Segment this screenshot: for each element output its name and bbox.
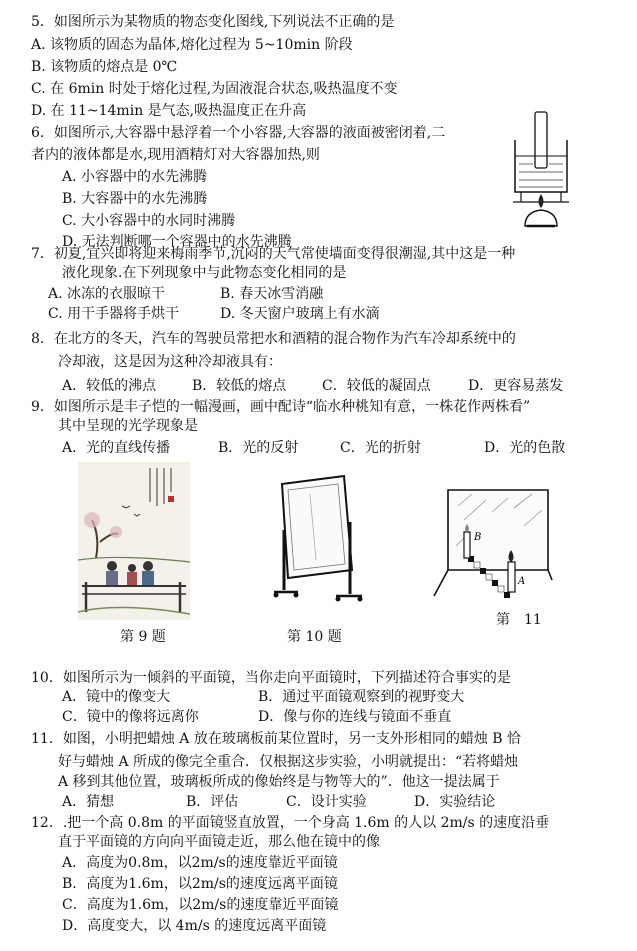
q6-option-a: A. 小容器中的水先沸腾 (62, 169, 208, 185)
q8-stem-line2: 冷却液，这是因为这种冷却液具有： (58, 354, 282, 370)
beaker-heating-figure (505, 108, 573, 228)
candle-b-label: B (474, 532, 482, 543)
q11-stem-line3: A 移到其他位置，玻璃板所成的像始终是与物等大的”．他这一提法属于 (58, 774, 500, 790)
q7-stem-line2: 液化现象.在下列现象中与此物态变化相同的是 (62, 265, 347, 281)
q9-option-d: D．光的色散 (484, 440, 566, 456)
q12-option-c: C．高度为1.6m，以2m/s的速度靠近平面镜 (62, 897, 339, 913)
q5-stem: 5．如图所示为某物质的物态变化图线,下列说法不正确的是 (31, 14, 395, 30)
figure-11-caption: 第 11 (496, 612, 542, 628)
q6-option-d: D. 无法判断哪一个容器中的水先沸腾 (62, 234, 292, 250)
q12-stem-line2: 直于平面镜的方向向平面镜走近，那么他在镜中的像 (58, 834, 380, 850)
q8-option-c: C．较低的凝固点 (322, 378, 431, 394)
q11-stem-line2: 好与蜡烛 A 所成的像完全重合．仅根据这步实验，小明就提出：“若将蜡烛 (58, 754, 519, 770)
figure-9-caption: 第 9 题 (120, 629, 166, 645)
q9-option-c: C．光的折射 (340, 440, 421, 456)
q12-option-a: A．高度为0.8m，以2m/s的速度靠近平面镜 (62, 855, 338, 871)
candle-a-label: A (518, 576, 526, 587)
q12-option-d: D．高度变大，以 4m/s 的速度远离平面镜 (62, 918, 327, 934)
q11-option-a: A．猜想 (62, 794, 115, 810)
q9-option-b: B．光的反射 (218, 440, 299, 456)
q5-option-c: C. 在 6min 时处于熔化过程,为固液混合状态,吸热温度不变 (31, 81, 398, 97)
q8-option-a: A．较低的沸点 (62, 378, 157, 394)
q11-stem-line1: 11．如图，小明把蜡烛 A 放在玻璃板前某位置时，另一支外形相同的蜡烛 B 恰 (31, 731, 522, 747)
q11-option-c: C．设计实验 (286, 794, 367, 810)
q11-option-b: B．评估 (186, 794, 239, 810)
q9-stem-line2: 其中呈现的光学现象是 (58, 418, 198, 434)
q6-option-b: B. 大容器中的水先沸腾 (62, 191, 208, 207)
q7-option-b: B. 春天冰雪消融 (220, 286, 324, 302)
q10-option-b: B．通过平面镜观察到的视野变大 (258, 689, 465, 705)
q9-option-a: A．光的直线传播 (62, 440, 171, 456)
q8-option-d: D．更容易蒸发 (468, 378, 564, 394)
q10-option-d: D．像与你的连线与镜面不垂直 (258, 709, 452, 725)
glass-plate-candles-figure (428, 486, 558, 610)
q5-option-d: D. 在 11~14min 是气态,吸热温度正在升高 (31, 103, 307, 119)
q6-stem-line2: 者内的液体都是水,现用酒精灯对大容器加热,则 (31, 147, 320, 163)
q5-option-b: B. 该物质的熔点是 0℃ (31, 59, 178, 75)
q8-option-b: B．较低的熔点 (192, 378, 287, 394)
q10-stem: 10．如图所示为一倾斜的平面镜，当你走向平面镜时，下列描述符合事实的是 (31, 670, 511, 686)
q6-stem-line1: 6．如图所示,大容器中悬浮着一个小容器,大容器的液面被密闭着,二 (31, 125, 446, 141)
q10-option-a: A．镜中的像变大 (62, 689, 171, 705)
q7-option-d: D. 冬天窗户玻璃上有水滴 (220, 306, 380, 322)
tilted-mirror-figure (270, 474, 366, 614)
q6-option-c: C. 大小容器中的水同时沸腾 (62, 213, 236, 229)
q11-option-d: D．实验结论 (414, 794, 496, 810)
q10-option-c: C．镜中的像将远离你 (62, 709, 199, 725)
figure-10-caption: 第 10 题 (287, 629, 342, 645)
q9-stem-line1: 9．如图所示是丰子恺的一幅漫画，画中配诗“临水种桃知有意，一株花作两株看” (31, 399, 531, 415)
q7-option-a: A. 冰冻的衣服晾干 (48, 286, 166, 302)
q7-stem-line1: 7．初夏,宜兴即将迎来梅雨季节,沉闷的天气常使墙面变得很潮湿,其中这是一种 (31, 246, 516, 262)
q12-option-b: B．高度为1.6m，以2m/s的速度远离平面镜 (62, 876, 338, 892)
cartoon-painting-figure (78, 462, 190, 620)
q5-option-a: A. 该物质的固态为晶体,熔化过程为 5~10min 阶段 (31, 37, 353, 53)
q12-stem-line1: 12．.把一个高 0.8m 的平面镜竖直放置，一个身高 1.6m 的人以 2m/s 的速度沿垂 (31, 815, 550, 831)
q8-stem-line1: 8．在北方的冬天，汽车的驾驶员常把水和酒精的混合物作为汽车冷却系统中的 (31, 331, 516, 347)
q7-option-c: C. 用干手器将手烘干 (48, 306, 180, 322)
